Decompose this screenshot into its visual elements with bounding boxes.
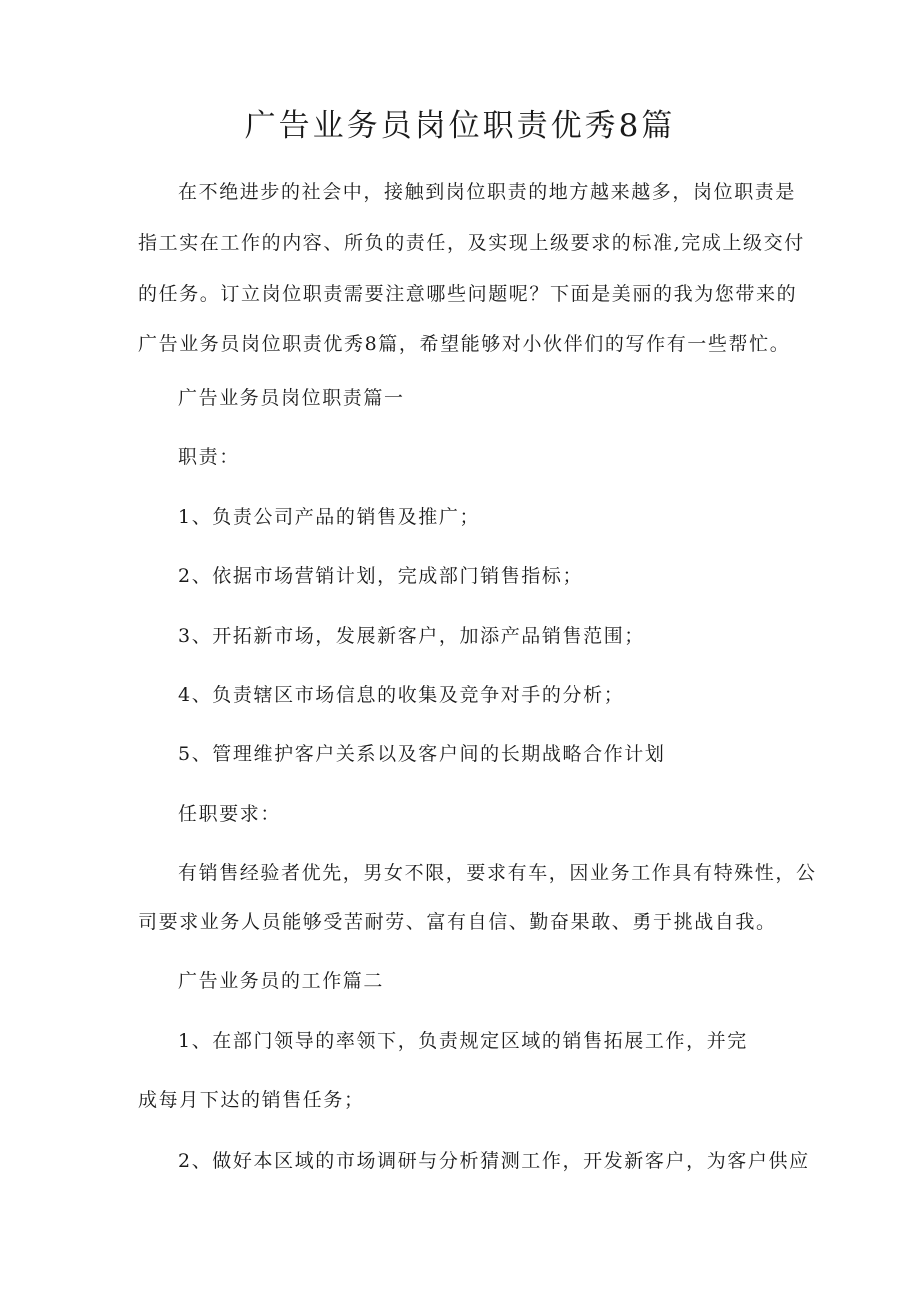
duty-item-4: 4、负责辖区市场信息的收集及竞争对手的分析； — [178, 684, 625, 706]
section2-item1-line-2: 成每月下达的销售任务； — [138, 1089, 365, 1111]
duty-item-2: 2、依据市场营销计划，完成部门销售指标； — [178, 565, 584, 587]
intro-line-2: 指工实在工作的内容、所负的责任，及实现上级要求的标准,完成上级交付 — [138, 232, 805, 254]
requirements-label: 任职要求： — [178, 803, 282, 825]
section2-item1-line-1: 1、在部门领导的率领下，负责规定区域的销售拓展工作，并完 — [178, 1030, 748, 1052]
section2-heading: 广告业务员的工作篇二 — [178, 970, 385, 992]
requirements-line-1: 有销售经验者优先，男女不限，要求有车，因业务工作具有特殊性，公 — [178, 862, 817, 884]
section2-item2-line-1: 2、做好本区域的市场调研与分析猜测工作，开发新客户，为客户供应 — [178, 1150, 810, 1172]
intro-line-1: 在不绝进步的社会中，接触到岗位职责的地方越来越多，岗位职责是 — [178, 181, 797, 203]
duty-item-1: 1、负责公司产品的销售及推广； — [178, 506, 481, 528]
duties-label: 职责： — [178, 446, 240, 468]
duty-item-3: 3、开拓新市场，发展新客户，加添产品销售范围； — [178, 625, 645, 647]
requirements-line-2: 司要求业务人员能够受苦耐劳、富有自信、勤奋果敢、勇于挑战自我。 — [138, 911, 777, 933]
section1-heading: 广告业务员岗位职责篇一 — [178, 387, 405, 409]
document-title: 广告业务员岗位职责优秀8篇 — [244, 108, 676, 144]
intro-line-3: 的任务。订立岗位职责需要注意哪些问题呢？下面是美丽的我为您带来的 — [138, 283, 798, 305]
intro-line-4: 广告业务员岗位职责优秀8篇，希望能够对小伙伴们的写作有一些帮忙。 — [138, 333, 791, 355]
duty-item-5: 5、管理维护客户关系以及客户间的长期战略合作计划 — [178, 743, 666, 765]
